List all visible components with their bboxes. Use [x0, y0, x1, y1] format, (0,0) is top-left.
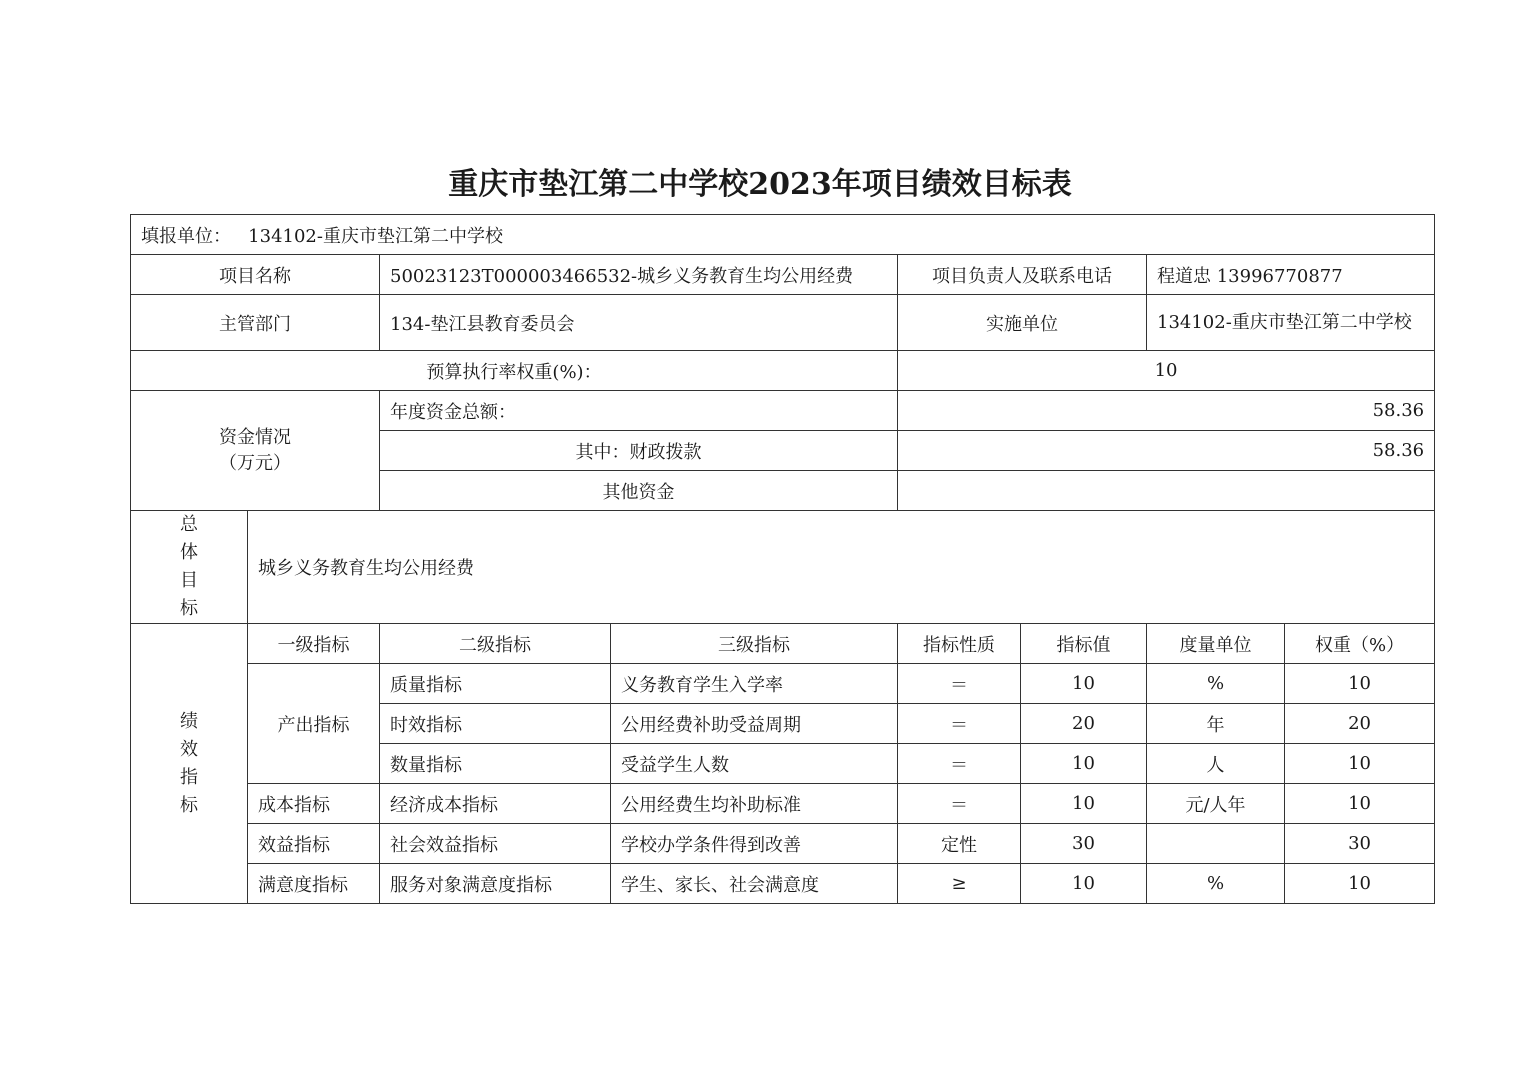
funds-fiscal-value: 58.36: [898, 431, 1435, 471]
value-cell: 20: [1021, 704, 1147, 744]
funds-total-label: 年度资金总额：: [380, 391, 898, 431]
nature-cell: ＝: [898, 784, 1021, 824]
funds-total-row: [131, 391, 1435, 431]
level3-cell: 公用经费生均补助标准: [611, 784, 898, 824]
project-name-row: [131, 255, 1435, 295]
value-cell: 10: [1021, 664, 1147, 704]
overall-goal-value: 城乡义务教育生均公用经费: [248, 511, 1435, 624]
weight-cell: 10: [1285, 864, 1435, 904]
level1-cell: 成本指标: [248, 784, 380, 824]
overall-goal-label-char: 体: [180, 542, 198, 563]
budget-rate-value: 10: [898, 351, 1435, 391]
level3-cell: 学校办学条件得到改善: [611, 824, 898, 864]
indicators-label-char: 指: [180, 766, 198, 788]
unit-cell: [1147, 824, 1285, 864]
fill-unit-cell: [131, 215, 1435, 255]
budget-rate-row: [131, 351, 1435, 391]
indicators-label-char: 标: [180, 794, 198, 816]
implementing-unit-label: 实施单位: [898, 295, 1147, 351]
value-cell: 10: [1021, 864, 1147, 904]
nature-cell: ＝: [898, 664, 1021, 704]
funds-label-line2: （万元）: [219, 452, 291, 474]
level1-cell: 产出指标: [248, 664, 380, 784]
unit-cell: %: [1147, 864, 1285, 904]
page-title: 重庆市垫江第二中学校2023年项目绩效目标表: [448, 167, 1072, 202]
header-level1: 一级指标: [248, 624, 380, 664]
nature-cell: ≥: [898, 864, 1021, 904]
header-level2: 二级指标: [380, 624, 611, 664]
level2-cell: 社会效益指标: [380, 824, 611, 864]
value-cell: 10: [1021, 744, 1147, 784]
table-row: [131, 824, 1435, 864]
overall-goal-label-char: 目: [180, 570, 198, 591]
department-value: 134-垫江县教育委员会: [380, 295, 898, 351]
level1-cell: 效益指标: [248, 824, 380, 864]
level3-cell: 公用经费补助受益周期: [611, 704, 898, 744]
table-row: [131, 664, 1435, 704]
funds-total-value: 58.36: [898, 391, 1435, 431]
implementing-unit-value: 134102-重庆市垫江第二中学校: [1147, 295, 1435, 351]
nature-cell: ＝: [898, 744, 1021, 784]
unit-cell: 人: [1147, 744, 1285, 784]
level3-cell: 受益学生人数: [611, 744, 898, 784]
level2-cell: 服务对象满意度指标: [380, 864, 611, 904]
value-cell: 10: [1021, 784, 1147, 824]
header-value: 指标值: [1021, 624, 1147, 664]
project-name-label: 项目名称: [131, 255, 380, 295]
fill-unit-value: 134102-重庆市垫江第二中学校: [248, 225, 503, 247]
unit-cell: 元/人年: [1147, 784, 1285, 824]
overall-goal-row: [131, 511, 1435, 624]
weight-cell: 30: [1285, 824, 1435, 864]
unit-cell: 年: [1147, 704, 1285, 744]
weight-cell: 10: [1285, 664, 1435, 704]
overall-goal-label-char: 总: [180, 514, 198, 535]
funds-other-label: 其他资金: [380, 471, 898, 511]
funds-fiscal-label: 其中：财政拨款: [380, 431, 898, 471]
funds-other-value: [898, 471, 1435, 511]
table-row: [131, 864, 1435, 904]
nature-cell: 定性: [898, 824, 1021, 864]
weight-cell: 10: [1285, 744, 1435, 784]
indicators-label: [131, 624, 248, 904]
level2-cell: 数量指标: [380, 744, 611, 784]
fill-unit-label: 填报单位：: [141, 225, 231, 247]
overall-goal-label-char: 标: [180, 598, 198, 619]
department-label: 主管部门: [131, 295, 380, 351]
header-nature: 指标性质: [898, 624, 1021, 664]
level3-cell: 学生、家长、社会满意度: [611, 864, 898, 904]
table-row: [131, 784, 1435, 824]
fill-unit-row: [131, 215, 1435, 255]
contact-value: 程道忠 13996770877: [1147, 255, 1435, 295]
indicators-label-char: 效: [180, 738, 198, 760]
overall-goal-label: [131, 511, 248, 624]
weight-cell: 10: [1285, 784, 1435, 824]
level2-cell: 经济成本指标: [380, 784, 611, 824]
unit-cell: %: [1147, 664, 1285, 704]
header-weight: 权重（%）: [1285, 624, 1435, 664]
performance-target-table: [130, 214, 1435, 904]
department-row: [131, 295, 1435, 351]
contact-label: 项目负责人及联系电话: [898, 255, 1147, 295]
level1-cell: 满意度指标: [248, 864, 380, 904]
project-name-value: 50023123T000003466532-城乡义务教育生均公用经费: [380, 255, 898, 295]
level2-cell: 时效指标: [380, 704, 611, 744]
budget-rate-label: 预算执行率权重(%)：: [131, 351, 898, 391]
level3-cell: 义务教育学生入学率: [611, 664, 898, 704]
level2-cell: 质量指标: [380, 664, 611, 704]
value-cell: 30: [1021, 824, 1147, 864]
funds-label: [131, 391, 380, 511]
indicator-header-row: [131, 624, 1435, 664]
indicators-label-char: 绩: [180, 710, 198, 732]
weight-cell: 20: [1285, 704, 1435, 744]
funds-label-line1: 资金情况: [219, 426, 291, 448]
header-level3: 三级指标: [611, 624, 898, 664]
header-unit: 度量单位: [1147, 624, 1285, 664]
nature-cell: ＝: [898, 704, 1021, 744]
